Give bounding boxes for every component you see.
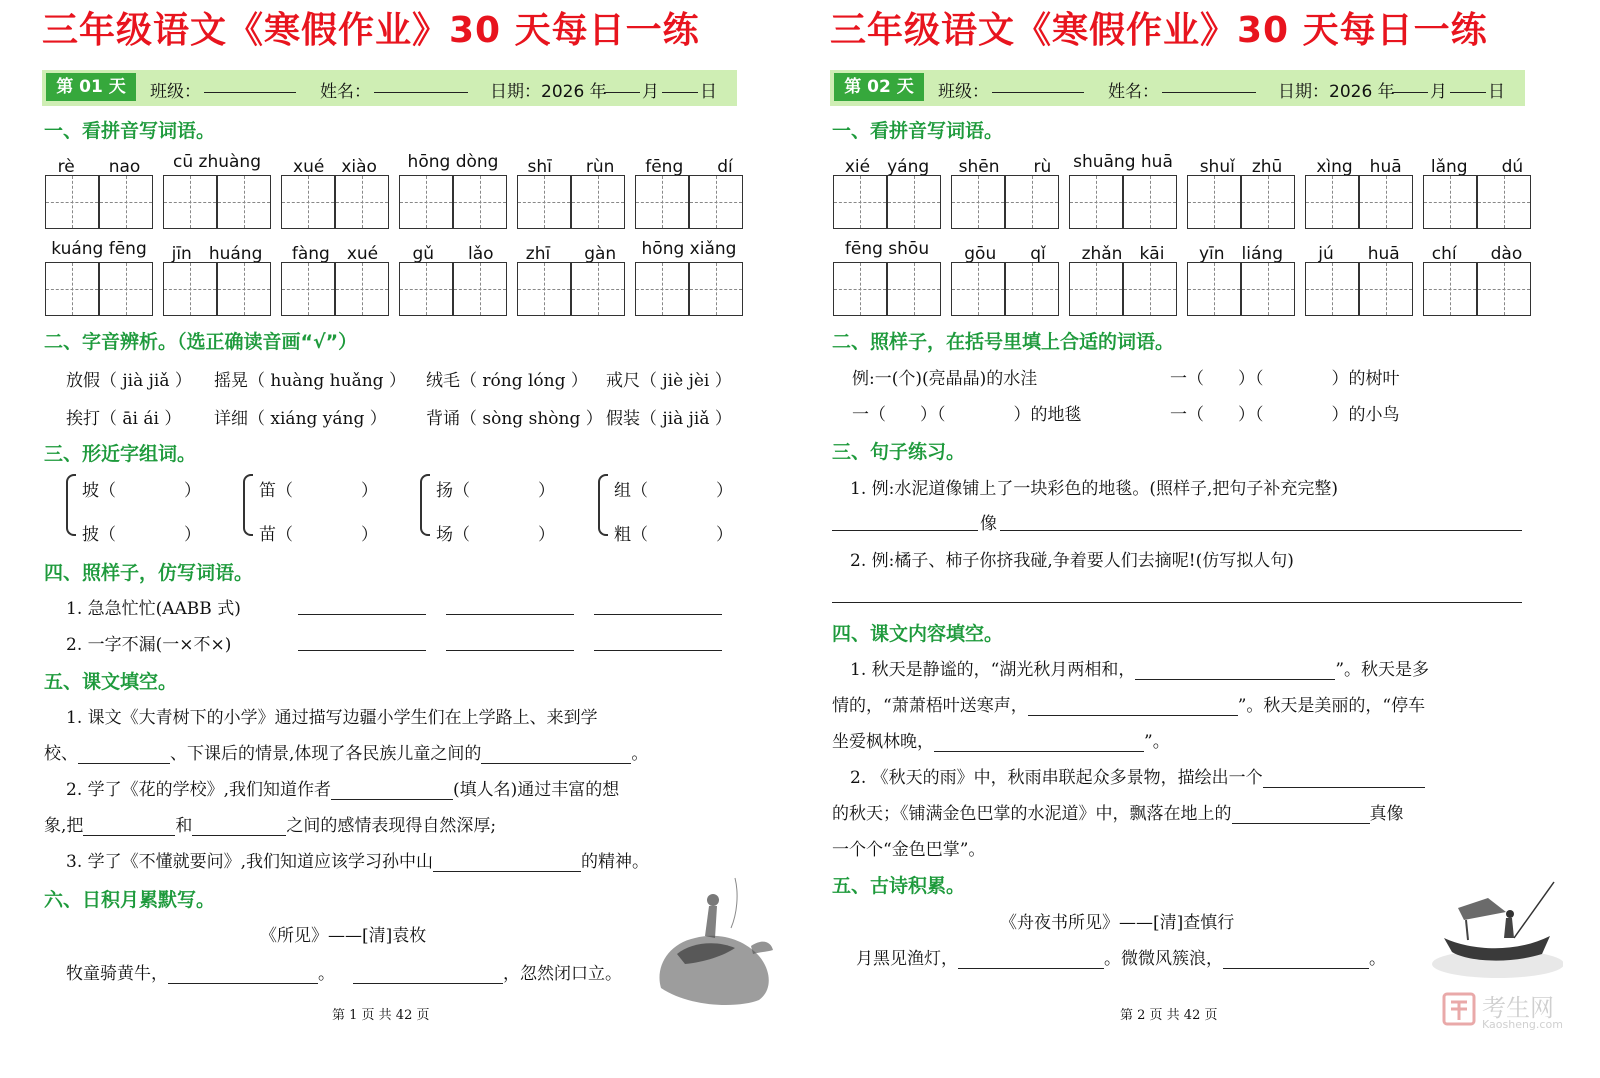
writing-grid[interactable] [217, 175, 271, 229]
writing-grid[interactable] [335, 175, 389, 229]
section-4-heading: 四、照样子，仿写词语。 [44, 562, 254, 584]
pinyin-label: xìng huā [1316, 157, 1402, 177]
info-header [42, 70, 737, 106]
ink-boat-illustration [1418, 868, 1563, 986]
section-2-heading: 二、照样子，在括号里填上合适的词语。 [832, 331, 1175, 353]
day-tag: 第 01 天 [46, 73, 136, 101]
writing-grid[interactable] [1241, 175, 1295, 229]
day-label: 日 [1488, 82, 1505, 102]
pinyin-label: shī rùn [527, 157, 615, 177]
pinyin-label: xié yáng [844, 157, 930, 177]
writing-grid[interactable] [1359, 175, 1413, 229]
watermark-url: Kaosheng.com [1482, 1018, 1563, 1031]
answer-blank[interactable] [1135, 663, 1335, 680]
answer-blank[interactable] [168, 967, 318, 984]
writing-grid[interactable] [1069, 262, 1123, 316]
writing-grid[interactable] [1359, 262, 1413, 316]
writing-grid[interactable] [335, 262, 389, 316]
poem-line: 月黑见渔灯， 。微微风簇浪， 。 [856, 949, 1386, 969]
brace [420, 474, 430, 536]
answer-blank[interactable] [1223, 952, 1369, 969]
fill-text: 坐爱枫林晚， ”。 [832, 732, 1170, 752]
day-blank[interactable] [662, 78, 698, 93]
question-text: 1. 例:水泥道像铺上了一块彩色的地毯。(照样子,把句子补充完整) [850, 479, 1339, 499]
fill-text: 1. 课文《大青树下的小学》通过描写边疆小学生们在上学路上、来到学 [66, 708, 598, 728]
month-label: 月 [642, 82, 659, 102]
answer-blank[interactable] [78, 747, 170, 764]
worksheet-page-1 [42, 0, 782, 1078]
fill-phrase[interactable]: 一（ ）（ ）的树叶 [1170, 369, 1400, 389]
writing-grid[interactable] [1187, 262, 1241, 316]
writing-grid[interactable] [399, 262, 453, 316]
answer-blank[interactable] [958, 952, 1104, 969]
writing-grid[interactable] [689, 175, 743, 229]
writing-grid[interactable] [571, 262, 625, 316]
ink-buffalo-illustration [647, 858, 782, 1008]
writing-grid[interactable] [217, 262, 271, 316]
pinyin-label: lǎng dú [1430, 157, 1524, 177]
section-1-heading: 一、看拼音写词语。 [44, 120, 216, 142]
writing-grid[interactable] [453, 175, 507, 229]
writing-grid[interactable] [1187, 175, 1241, 229]
class-label: 班级： [150, 82, 201, 102]
answer-line[interactable] [298, 614, 426, 615]
name-label: 姓名： [1108, 82, 1159, 102]
brace [598, 474, 608, 536]
name-blank[interactable] [1162, 78, 1256, 93]
pronunciation-item[interactable]: 假装（ jià jiǎ ） [606, 409, 732, 429]
writing-grid[interactable] [281, 262, 335, 316]
similar-char-item[interactable]: 坡（ ） [82, 481, 201, 501]
example-text: 例:一(个)(亮晶晶)的水洼 [852, 369, 1038, 389]
day-tag: 第 02 天 [834, 73, 924, 101]
answer-line[interactable] [832, 602, 1522, 603]
watermark-logo [1442, 986, 1568, 1038]
like-word: 像 [980, 514, 997, 534]
month-blank[interactable] [604, 78, 640, 93]
pinyin-label: xué xiào [293, 157, 377, 177]
writing-grid[interactable] [951, 262, 1005, 316]
answer-line[interactable] [832, 530, 978, 531]
writing-grid[interactable] [689, 262, 743, 316]
writing-grid[interactable] [1477, 175, 1531, 229]
month-blank[interactable] [1392, 78, 1428, 93]
fill-text: 象,把 和 之间的感情表现得自然深厚; [44, 816, 497, 836]
pinyin-label: yīn liáng [1199, 244, 1283, 264]
imitation-prompt: 2. 一字不漏(一×不×) [66, 635, 232, 655]
info-header [830, 70, 1525, 106]
date-label: 日期：2026 年 [490, 82, 607, 102]
fill-text: 1. 秋天是静谧的，“湖光秋月两相和， ”。秋天是多 [850, 660, 1430, 680]
answer-blank[interactable] [433, 855, 581, 872]
answer-blank[interactable] [481, 747, 631, 764]
section-5-heading: 五、古诗积累。 [832, 875, 966, 897]
writing-grid[interactable] [1069, 175, 1123, 229]
watermark-icon [1442, 992, 1476, 1026]
writing-grid[interactable] [833, 262, 887, 316]
section-6-heading: 六、日积月累默写。 [44, 889, 216, 911]
fill-text: 3. 学了《不懂就要问》,我们知道应该学习孙中山 的精神。 [66, 852, 650, 872]
pinyin-label: fēng dí [645, 157, 733, 177]
pinyin-label: gǔ lǎo [412, 244, 494, 264]
pinyin-label: shuǐ zhū [1199, 157, 1283, 177]
answer-line[interactable] [1000, 530, 1522, 531]
class-blank[interactable] [992, 78, 1084, 93]
worksheet-page-2 [830, 0, 1570, 1078]
fill-phrase[interactable]: 一（ ）（ ）的地毯 [852, 405, 1082, 425]
brace [243, 474, 253, 536]
writing-grid[interactable] [1123, 175, 1177, 229]
pinyin-label: zhī gàn [525, 244, 617, 264]
writing-grid[interactable] [635, 262, 689, 316]
writing-grid[interactable] [1477, 262, 1531, 316]
fill-text: 一个个“金色巴掌”。 [832, 840, 986, 860]
writing-grid[interactable] [1005, 262, 1059, 316]
writing-grid[interactable] [99, 262, 153, 316]
page-title: 三年级语文《寒假作业》30 天每日一练 [830, 10, 1488, 51]
writing-grid[interactable] [1305, 262, 1359, 316]
section-5-heading: 五、课文填空。 [44, 671, 178, 693]
month-label: 月 [1430, 82, 1447, 102]
writing-grid[interactable] [635, 175, 689, 229]
imitation-prompt: 1. 急急忙忙(AABB 式) [66, 599, 241, 619]
poem-line: 牧童骑黄牛， 。 ，忽然闭口立。 [66, 964, 622, 984]
day-blank[interactable] [1450, 78, 1486, 93]
brace [66, 474, 76, 536]
answer-line[interactable] [298, 650, 426, 651]
answer-blank[interactable] [1263, 771, 1425, 788]
answer-blank[interactable] [934, 735, 1144, 752]
writing-grid[interactable] [163, 262, 217, 316]
page-title: 三年级语文《寒假作业》30 天每日一练 [42, 10, 700, 51]
answer-line[interactable] [446, 614, 574, 615]
page-footer: 第 2 页 共 42 页 [1120, 1008, 1218, 1023]
pinyin-label: shēn rù [958, 157, 1052, 177]
pronunciation-item[interactable]: 挨打（ āi ái ） [66, 409, 182, 429]
poem-title: 《舟夜书所见》——[清]查慎行 [1000, 913, 1235, 933]
similar-char-item[interactable]: 笛（ ） [259, 481, 378, 501]
fill-text: 2. 《秋天的雨》中，秋雨串联起众多景物，描绘出一个 [850, 763, 1425, 788]
answer-blank[interactable] [192, 819, 286, 836]
writing-grid[interactable] [571, 175, 625, 229]
poem-title: 《所见》——[清]袁枚 [260, 926, 427, 946]
writing-grid[interactable] [517, 262, 571, 316]
similar-char-item[interactable]: 组（ ） [614, 481, 733, 501]
answer-blank[interactable] [331, 783, 453, 800]
page-footer: 第 1 页 共 42 页 [332, 1008, 430, 1023]
answer-blank[interactable] [83, 819, 175, 836]
section-1-heading: 一、看拼音写词语。 [832, 120, 1004, 142]
writing-grid[interactable] [99, 175, 153, 229]
section-2-heading: 二、字音辨析。（选正确读音画“√”） [44, 331, 358, 353]
pinyin-label: hōng dòng [407, 152, 499, 172]
writing-grid[interactable] [453, 262, 507, 316]
section-3-heading: 三、句子练习。 [832, 441, 966, 463]
answer-blank[interactable] [1232, 807, 1370, 824]
writing-grid[interactable] [951, 175, 1005, 229]
writing-grid[interactable] [1423, 262, 1477, 316]
answer-line[interactable] [594, 650, 722, 651]
writing-grid[interactable] [281, 175, 335, 229]
fill-phrase[interactable]: 一（ ）（ ）的小鸟 [1170, 405, 1400, 425]
similar-char-item[interactable]: 粗（ ） [614, 525, 733, 545]
writing-grid[interactable] [45, 262, 99, 316]
pinyin-label: jú huā [1318, 244, 1400, 264]
pinyin-label: jīn huáng [171, 244, 263, 264]
answer-blank[interactable] [353, 967, 503, 984]
question-text: 2. 例:橘子、柿子你挤我碰,争着要人们去摘呢!(仿写拟人句) [850, 551, 1294, 571]
pinyin-label: rè nao [57, 157, 141, 177]
writing-grid[interactable] [45, 175, 99, 229]
name-label: 姓名： [320, 82, 371, 102]
section-4-heading: 四、课文内容填空。 [832, 623, 1004, 645]
fill-text: 的秋天；《铺满金色巴掌的水泥道》中，飘落在地上的 真像 [832, 804, 1404, 824]
writing-grid[interactable] [399, 175, 453, 229]
pinyin-label: zhǎn kāi [1081, 244, 1165, 264]
writing-grid[interactable] [1005, 175, 1059, 229]
writing-grid[interactable] [163, 175, 217, 229]
similar-char-item[interactable]: 扬（ ） [436, 481, 555, 501]
fill-text: 校、 、下课后的情景,体现了各民族儿童之间的 。 [44, 744, 649, 764]
pinyin-label: fàng xué [291, 244, 379, 264]
name-blank[interactable] [374, 78, 468, 93]
writing-grid[interactable] [833, 175, 887, 229]
fill-text: 情的，“萧萧梧叶送寒声， ”。秋天是美丽的，“停车 [832, 696, 1426, 716]
writing-grid[interactable] [887, 262, 941, 316]
pronunciation-item[interactable]: 摇晃（ huàng huǎng ） [214, 371, 406, 391]
pronunciation-item[interactable]: 戒尺（ jiè jèi ） [606, 371, 732, 391]
pronunciation-item[interactable]: 详细（ xiáng yáng ） [214, 409, 387, 429]
class-blank[interactable] [204, 78, 296, 93]
watermark-text: 考生网 [1482, 994, 1554, 1022]
section-3-heading: 三、形近字组词。 [44, 443, 197, 465]
similar-char-item[interactable]: 场（ ） [436, 525, 555, 545]
pronunciation-item[interactable]: 绒毛（ róng lóng ） [426, 371, 588, 391]
pinyin-label: chí dào [1431, 244, 1523, 264]
writing-grid[interactable] [1423, 175, 1477, 229]
pronunciation-item[interactable]: 背诵（ sòng shòng ） [426, 409, 603, 429]
day-label: 日 [700, 82, 717, 102]
pinyin-label: fēng shōu [844, 239, 930, 259]
answer-line[interactable] [446, 650, 574, 651]
pinyin-label: hōng xiǎng [641, 239, 737, 259]
similar-char-item[interactable]: 披（ ） [82, 525, 201, 545]
date-label: 日期：2026 年 [1278, 82, 1395, 102]
pronunciation-item[interactable]: 放假（ jià jiǎ ） [66, 371, 192, 391]
pinyin-label: kuáng fēng [51, 239, 147, 259]
writing-grid[interactable] [1123, 262, 1177, 316]
writing-grid[interactable] [517, 175, 571, 229]
fill-text: 2. 学了《花的学校》,我们知道作者 (填人名)通过丰富的想 [66, 780, 620, 800]
answer-line[interactable] [594, 614, 722, 615]
similar-char-item[interactable]: 苗（ ） [259, 525, 378, 545]
pinyin-label: shuāng huā [1073, 152, 1173, 172]
class-label: 班级： [938, 82, 989, 102]
pinyin-label: cū zhuàng [173, 152, 261, 172]
pinyin-label: gōu qǐ [964, 244, 1046, 264]
answer-blank[interactable] [1028, 699, 1238, 716]
writing-grid[interactable] [1305, 175, 1359, 229]
writing-grid[interactable] [887, 175, 941, 229]
writing-grid[interactable] [1241, 262, 1295, 316]
